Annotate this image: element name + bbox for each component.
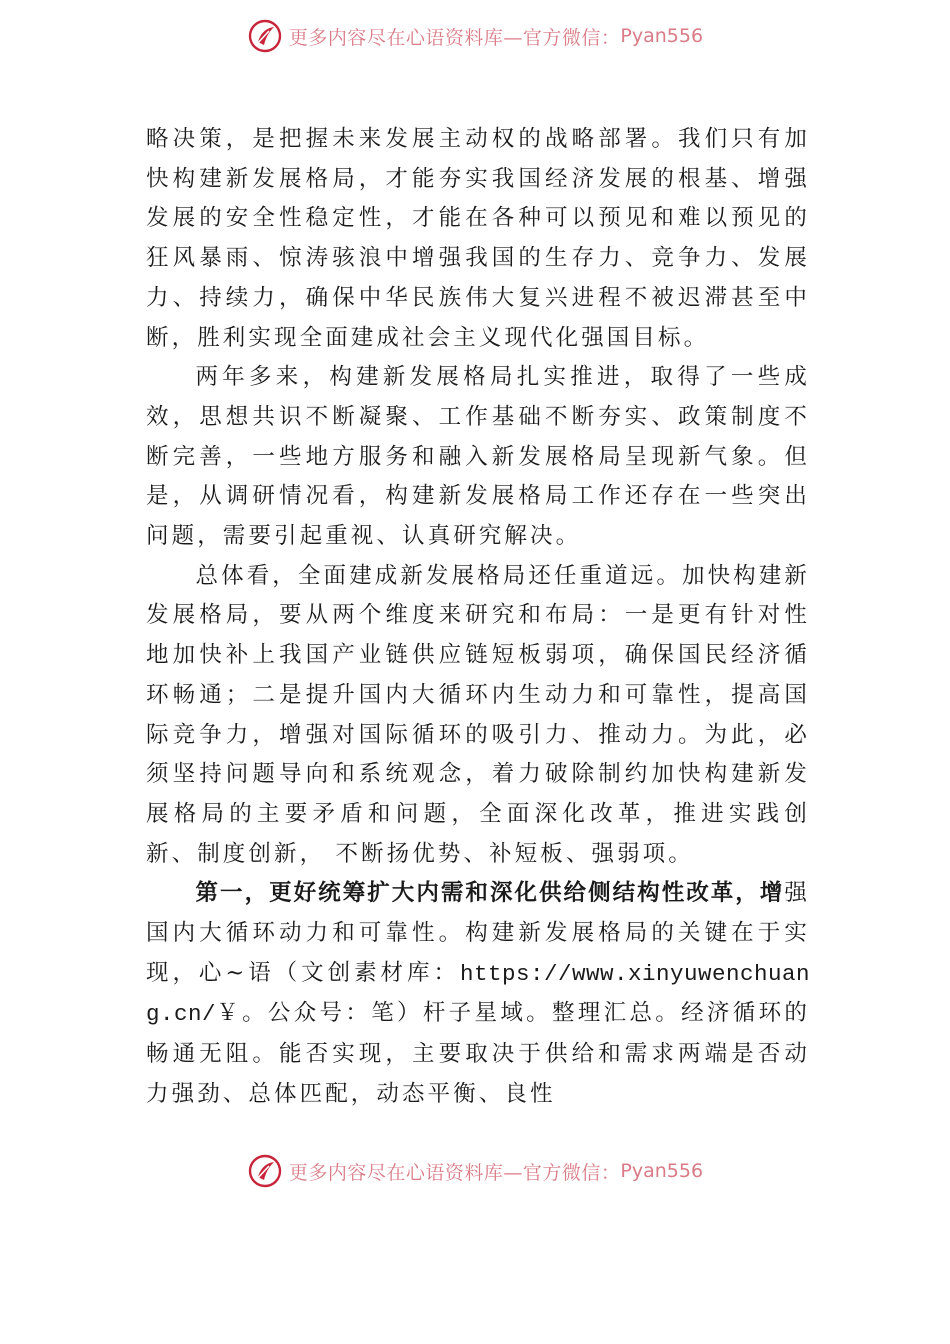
paragraph-1: 略决策，是把握未来发展主动权的战略部署。我们只有加快构建新发展格局，才能夯实我国经济发展的根基、增强发展的安全性稳定性，才能在各种可以预见和难以预见的狂风暴雨、惊涛骇浪中增强我国的生存力、竞争力、发展力、持续力，确保中华民族伟大复兴进程不被迟滞甚至中断，胜利实现全面建成社会主义现代化强国目标。 xyxy=(146,126,810,351)
banner-text: 更多内容尽在心语资料库—官方微信： xyxy=(288,26,621,49)
xinyu-logo-icon xyxy=(247,1153,283,1189)
document-body xyxy=(146,120,810,1115)
banner-wechat-id: Pyan556 xyxy=(620,25,704,47)
banner-text: 更多内容尽在心语资料库—官方微信： xyxy=(288,1161,621,1184)
header-watermark-banner xyxy=(0,16,950,56)
banner-wechat-id: Pyan556 xyxy=(620,1160,704,1182)
paragraph-4-text-b: ￥。公众号：笔）杆子星域。整理汇总。经济循环的畅通无阻。能否实现，主要取决于供给和需求两端是否动力强劲、总体匹配，动态平衡、良性 xyxy=(146,1000,810,1107)
paragraph-2: 两年多来，构建新发展格局扎实推进，取得了一些成效，思想共识不断凝聚、工作基础不断夯实、政策制度不断完善，一些地方服务和融入新发展格局呈现新气象。但是，从调研情况看，构建新发展格局工作还存在一些突出问题，需要引起重视、认真研究解决。 xyxy=(146,364,810,550)
xinyu-logo-icon xyxy=(247,18,283,54)
paragraph-4 xyxy=(146,874,810,1114)
source-url-text: https://www.xinyuwenchuang.cn/ xyxy=(146,960,810,1028)
paragraph-4-text-a: 强国内大循环动力和可靠性。构建新发展格局的关键在于实现，心~语（文创素材库： xyxy=(146,880,810,986)
footer-watermark-banner xyxy=(0,1151,950,1191)
section-heading-first: 第一，更好统筹扩大内需和深化供给侧结构性改革，增 xyxy=(195,880,785,907)
paragraph-3: 总体看，全面建成新发展格局还任重道远。加快构建新发展格局，要从两个维度来研究和布局：一是更有针对性地加快补上我国产业链供应链短板弱项，确保国民经济循环畅通；二是提升国内大循环内生动力和可靠性，提高国际竞争力，增强对国际循环的吸引力、推动力。为此，必须坚持问题导向和系统观念，着力破除制约加快构建新发展格局的主要矛盾和问题，全面深化改革，推进实践创新、制度创新， 不断扬优势、补短板、强弱项。 xyxy=(146,562,810,867)
